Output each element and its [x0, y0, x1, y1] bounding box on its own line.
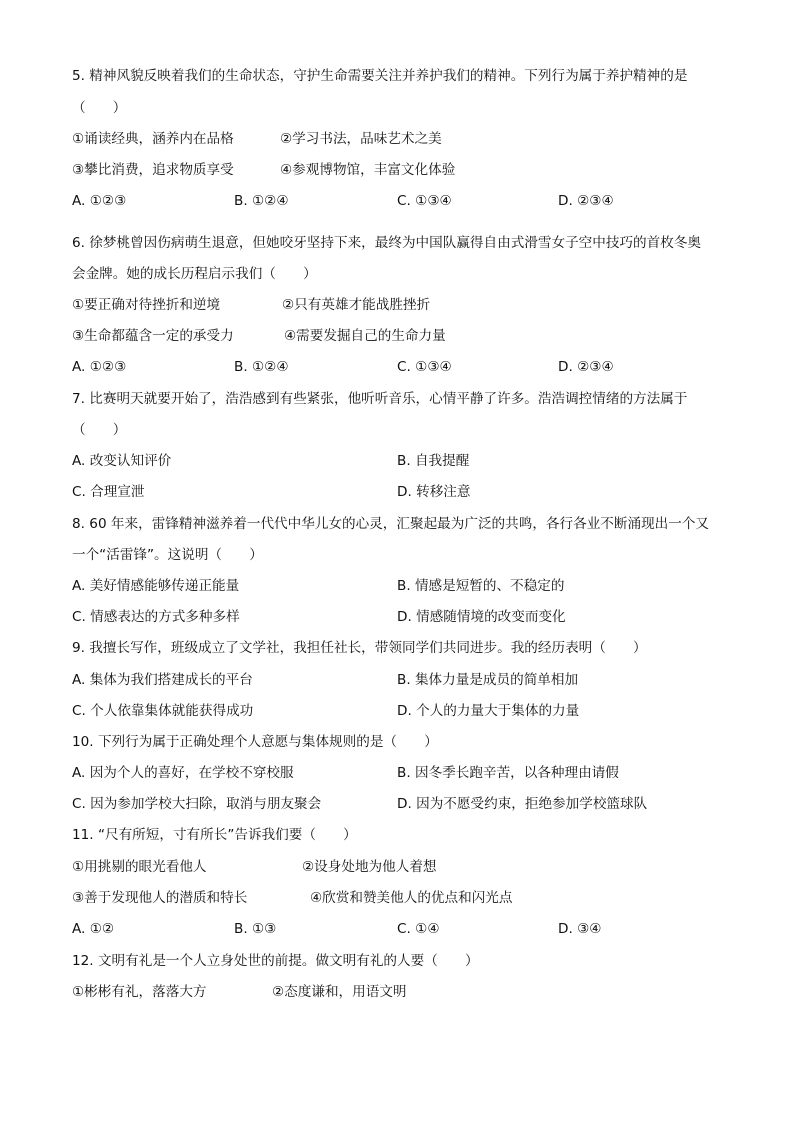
q6-statement-4: ④需要发掘自己的生命力量 — [284, 328, 446, 344]
q10-stem-line1: 10. 下列行为属于正确处理个人意愿与集体规则的是（ ） — [72, 734, 438, 750]
q6-option-c: C. ①③④ — [397, 359, 452, 375]
q7-option-c: C. 合理宣泄 — [72, 484, 145, 500]
q6-option-d: D. ②③④ — [558, 359, 614, 375]
q9-stem-line1: 9. 我擅长写作，班级成立了文学社，我担任社长，带领同学们共同进步。我的经历表明（ ） — [72, 640, 647, 656]
q5-statement-2: ②学习书法，品味艺术之美 — [280, 131, 442, 147]
q8-stem-line1: 8. 60 年来，雷锋精神滋养着一代代中华儿女的心灵，汇聚起最为广泛的共鸣，各行各业不断涌现出一个又 — [72, 516, 710, 532]
q7-stem-line1: 7. 比赛明天就要开始了，浩浩感到有些紧张，他听听音乐，心情平静了许多。浩浩调控情绪的方法属于 — [72, 391, 688, 407]
q10-option-c: C. 因为参加学校大扫除，取消与朋友聚会 — [72, 796, 322, 812]
q5-statement-4: ④参观博物馆，丰富文化体验 — [280, 162, 456, 178]
q8-option-c: C. 情感表达的方式多种多样 — [72, 609, 240, 625]
q5-stem-line1: 5. 精神风貌反映着我们的生命状态，守护生命需要关注并养护我们的精神。下列行为属于养护精神的是 — [72, 68, 688, 84]
q5-option-a: A. ①②③ — [72, 193, 127, 209]
q5-option-b: B. ①②④ — [234, 193, 289, 209]
q12-statement-2: ②态度谦和，用语文明 — [272, 984, 407, 1000]
q10-option-a: A. 因为个人的喜好，在学校不穿校服 — [72, 765, 294, 781]
q11-statement-2: ②设身处地为他人着想 — [302, 859, 437, 875]
q6-statement-2: ②只有英雄才能战胜挫折 — [282, 297, 431, 313]
q6-stem-line1: 6. 徐梦桃曾因伤病萌生退意，但她咬牙坚持下来，最终为中国队赢得自由式滑雪女子空中技巧的首枚冬奥 — [72, 235, 702, 251]
q11-statement-3: ③善于发现他人的潜质和特长 — [72, 890, 248, 906]
q11-statement-1: ①用挑剔的眼光看他人 — [72, 859, 207, 875]
q8-option-d: D. 情感随情境的改变而变化 — [397, 609, 566, 625]
q5-stem-line2: （ ） — [72, 100, 127, 116]
q9-option-a: A. 集体为我们搭建成长的平台 — [72, 672, 253, 688]
q11-stem-line1: 11. “尺有所短，寸有所长”告诉我们要（ ） — [72, 827, 357, 843]
q11-statement-4: ④欣赏和赞美他人的优点和闪光点 — [310, 890, 513, 906]
q5-option-c: C. ①③④ — [397, 193, 452, 209]
q12-statement-1: ①彬彬有礼，落落大方 — [72, 984, 207, 1000]
q8-option-a: A. 美好情感能够传递正能量 — [72, 578, 240, 594]
q11-option-a: A. ①② — [72, 921, 115, 937]
q7-stem-line2: （ ） — [72, 422, 127, 438]
q9-option-b: B. 集体力量是成员的简单相加 — [397, 672, 579, 688]
q5-statement-3: ③攀比消费，追求物质享受 — [72, 162, 234, 178]
q5-option-d: D. ②③④ — [558, 193, 614, 209]
q11-option-c: C. ①④ — [397, 921, 440, 937]
q7-option-b: B. 自我提醒 — [397, 453, 470, 469]
q9-option-d: D. 个人的力量大于集体的力量 — [397, 703, 580, 719]
q8-option-b: B. 情感是短暂的、不稳定的 — [397, 578, 565, 594]
q6-option-a: A. ①②③ — [72, 359, 127, 375]
q11-option-d: D. ③④ — [558, 921, 602, 937]
q12-stem-line1: 12. 文明有礼是一个人立身处世的前提。做文明有礼的人要（ ） — [72, 953, 479, 969]
q5-statement-1: ①诵读经典，涵养内在品格 — [72, 131, 234, 147]
q10-option-b: B. 因冬季长跑辛苦，以各种理由请假 — [397, 765, 619, 781]
q6-statement-3: ③生命都蕴含一定的承受力 — [72, 328, 234, 344]
q10-option-d: D. 因为不愿受约束，拒绝参加学校篮球队 — [397, 796, 648, 812]
q7-option-d: D. 转移注意 — [397, 484, 471, 500]
q6-stem-line2: 会金牌。她的成长历程启示我们（ ） — [72, 266, 317, 282]
q9-option-c: C. 个人依靠集体就能获得成功 — [72, 703, 254, 719]
q6-option-b: B. ①②④ — [234, 359, 289, 375]
q8-stem-line2: 一个“活雷锋”。这说明（ ） — [72, 547, 263, 563]
q6-statement-1: ①要正确对待挫折和逆境 — [72, 297, 221, 313]
q11-option-b: B. ①③ — [234, 921, 277, 937]
q7-option-a: A. 改变认知评价 — [72, 453, 172, 469]
